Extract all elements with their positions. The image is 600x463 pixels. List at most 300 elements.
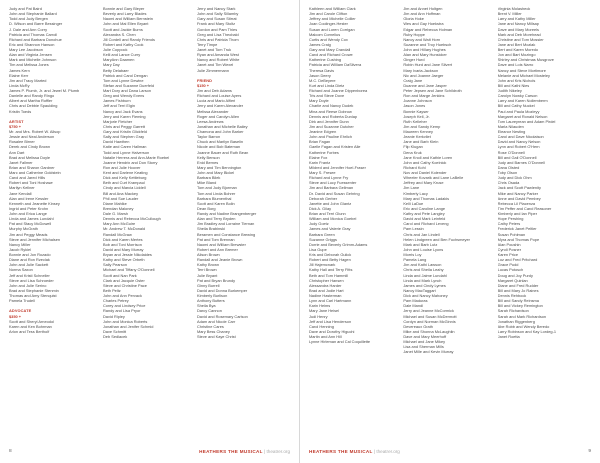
donor-name: Alan and Irene Kessler bbox=[9, 195, 49, 201]
donor-name: Bonnie Kayser bbox=[403, 108, 429, 114]
donor-name: Ryan and Amanda West bbox=[197, 52, 239, 58]
donor-name: Tim Peffer and Carol Reasoner bbox=[497, 205, 552, 211]
donor-name: David Ripley bbox=[103, 313, 125, 319]
donor-name: Kelly Benson bbox=[197, 154, 220, 160]
donor-name: Tom Laureyrean and Adam Pirdel bbox=[497, 118, 556, 124]
donor-name: Grace Pudd bbox=[497, 262, 519, 268]
donor-name: Julie Coppock bbox=[103, 47, 128, 52]
donor-name: Ann Dart bbox=[9, 149, 25, 155]
donor-name: Danielle and Randy Ringo bbox=[9, 93, 55, 99]
donor-name: Duanne and Jane Jasper bbox=[403, 82, 447, 88]
donor-name: Naomi and William Brewster bbox=[197, 241, 246, 247]
donor-name: Greg and Lisa Theobald bbox=[197, 31, 239, 37]
donor-name: Pat and Bryan Brundy bbox=[197, 277, 236, 283]
donor-name: David and Donna Burkemper bbox=[197, 287, 248, 293]
donor-name: John and Stephanie Ballard bbox=[9, 11, 57, 17]
donor-name: Jeff and Lisa Henderson bbox=[309, 318, 352, 324]
donor-name: Dana Olsted bbox=[497, 164, 520, 170]
donor-name: Mary Lee Jacobson bbox=[9, 47, 43, 52]
donor-name: David and Mark Leinfeld bbox=[403, 216, 446, 222]
donor-name: Todd and Lynne Halverson bbox=[103, 149, 150, 155]
donor-name: Jim and Deb Adams bbox=[197, 88, 232, 93]
donor-name: Janet and Tim Wexel bbox=[197, 62, 234, 68]
donor-name: Bonnie and Gary Bleyer bbox=[103, 6, 145, 11]
donor-name: MaryAnn Daamen bbox=[103, 57, 135, 63]
donor-name: Pam Maduras bbox=[403, 298, 428, 304]
donor-name: Mary Doyle bbox=[309, 98, 329, 104]
donor-name: Karen and Ken Bohrman bbox=[9, 323, 52, 329]
donor-name: Tom and Lynne Dewine bbox=[103, 77, 144, 83]
donor-name: Pat and Stacy McDowell bbox=[9, 221, 52, 227]
donor-name: Mina and Reese Dobrow bbox=[309, 108, 352, 114]
donor-name: Janet Fallmer bbox=[9, 159, 33, 165]
donor-name: Stefan and Suzanne Duerfeld bbox=[103, 82, 155, 88]
donor-name: Katie and Caren Hallman bbox=[103, 144, 147, 150]
donor-name: Richard and Louise Ayers bbox=[197, 93, 242, 99]
donor-name: Derek and Cindy Brown bbox=[9, 144, 51, 150]
donor-name: Joanne Hendrix and Don Storry bbox=[103, 159, 158, 165]
donor-name: Sally and Stephen Gray bbox=[103, 134, 145, 140]
donor-name: John and Kris Nichols bbox=[497, 77, 536, 83]
donor-name: William and Monica Goebel bbox=[309, 216, 357, 222]
donor-name: Charles Petrey bbox=[103, 298, 129, 304]
donor-name: Dave and Lois Narro bbox=[497, 62, 534, 68]
donor-name: Bill and Cathy Nuckel bbox=[497, 103, 535, 109]
donor-name: Bill and Vickey Remington bbox=[497, 303, 543, 309]
donor-name: Randall and Jeanie Brown bbox=[197, 257, 243, 263]
donor-name: John and Mai Ellen Bryant bbox=[103, 21, 149, 27]
donor-name: Ginny Burrell bbox=[197, 282, 220, 288]
donor-name: Michael and Tiffany O'Donnell bbox=[103, 267, 155, 273]
donor-name: Judi Henry bbox=[309, 313, 328, 319]
donor-name: Jerry and Jeanne McCormick bbox=[403, 308, 454, 314]
footer-brand bbox=[309, 448, 400, 456]
donor-name: Chris and Jan Lindell bbox=[403, 231, 440, 237]
donor-name: Carol and Dave Nicolaison bbox=[497, 134, 544, 140]
donor-name: Randy and Lisa Pryor bbox=[103, 308, 141, 314]
tier-amount: $750 + bbox=[9, 123, 22, 129]
donor-name: Janet Mille and Kevin Murray bbox=[403, 349, 454, 355]
donor-name: Rosalee Birner bbox=[9, 139, 35, 145]
donor-name: Marjorie Fletcher bbox=[103, 118, 133, 124]
donor-name: Mart Dory and Dana Larson bbox=[103, 88, 152, 93]
donor-name: Carol and Richard Crowe bbox=[309, 52, 353, 58]
donor-name: Eric and Shannon Hanson bbox=[9, 41, 55, 47]
donor-name: James and Valerie Gray bbox=[309, 226, 351, 232]
donor-name: Melanie and Michael Mosteley bbox=[497, 72, 550, 78]
donor-name: Judy and Dick Ohm bbox=[497, 175, 532, 181]
donor-name: Kimberly Burlison bbox=[197, 293, 228, 298]
donor-name: Mike and Nancy Parker bbox=[497, 190, 539, 196]
donor-name: Eric and Caroline Lange bbox=[403, 205, 446, 211]
donor-columns bbox=[9, 6, 291, 442]
donor-name: Barbara Green bbox=[309, 231, 335, 237]
donor-name: Natalie Herrera and Ann-Marie Roebel bbox=[103, 154, 170, 160]
donor-name: Paul and Paula Mozleyy bbox=[497, 108, 540, 114]
page-number: 9 bbox=[588, 449, 591, 454]
donor-name: Gaelle Fagan and Kristen Alle bbox=[309, 144, 361, 150]
donor-name: Tom and Linda Bohrer bbox=[197, 190, 236, 196]
donor-name: Karin Helms bbox=[309, 303, 331, 309]
donor-name: Ron and Julie Hoover bbox=[103, 164, 141, 170]
donor-name: Mary and Thomas Ladakis bbox=[403, 195, 450, 201]
donor-name: Chris and Sheila Leahy bbox=[403, 267, 444, 273]
donor-name: Craig Jane bbox=[403, 77, 423, 83]
donor-name: Betty Delabaer bbox=[103, 67, 129, 73]
donor-name: Sheila Brabinski bbox=[197, 226, 225, 232]
donor-name: Jim Bradley and Lorraine Tiernan bbox=[197, 221, 255, 227]
donor-column bbox=[197, 6, 291, 442]
donor-name: Karin Frantz bbox=[309, 159, 331, 165]
donor-name: Jonathan and Michelle Bailey bbox=[197, 123, 248, 129]
donor-name: Terry Timpe bbox=[197, 41, 218, 47]
donor-name: Taylor Barron bbox=[197, 134, 221, 140]
donor-name: Judy and Pat Baird bbox=[9, 6, 42, 11]
donor-name: Helen Lindgreen and Ben Fuchsmeyer bbox=[403, 236, 470, 242]
donor-name: Nadine Hasterman bbox=[309, 293, 342, 298]
donor-name: Mary Ivaria-Jackson bbox=[403, 67, 439, 73]
donor-name: Scott and Jackie Burns bbox=[103, 26, 143, 32]
donor-name: Carol and Jared Hills bbox=[9, 175, 46, 181]
donor-name: Julie Bryant bbox=[197, 272, 218, 278]
donor-name: Naomi and William Bernstein bbox=[103, 16, 153, 22]
donor-name: J. Dale and Ann Corry bbox=[9, 26, 48, 32]
donor-name: Jacob Rykiel bbox=[9, 246, 32, 252]
donor-name: Carol Henning bbox=[309, 323, 334, 329]
donor-name: Alan Poushin bbox=[497, 241, 521, 247]
donor-name: Jim and Barbara Gellman bbox=[309, 185, 354, 191]
donor-name: Janet Roetta bbox=[497, 334, 520, 339]
donor-name: John and Pauline Ehrlich bbox=[309, 134, 353, 140]
donor-name: Shirley and Christmas Musgrove bbox=[497, 57, 554, 63]
donor-column bbox=[9, 6, 103, 442]
footer-brand bbox=[199, 448, 290, 456]
donor-name: Frank and Mary Stoltz bbox=[197, 21, 236, 27]
donor-column bbox=[103, 6, 197, 442]
donor-name: Pat and Tom Brennan bbox=[197, 236, 235, 242]
right-page bbox=[300, 0, 600, 463]
donor-name: Patricia and William DaSilvera bbox=[309, 62, 362, 68]
donor-name: Alessandra Harder bbox=[309, 282, 342, 288]
tier-heading: ARTIST bbox=[9, 118, 24, 124]
donor-name: Bonnie and Jon Rozado bbox=[9, 252, 51, 257]
donor-name: Nancy MacTaggart bbox=[403, 287, 436, 293]
donor-name: Marc and Catherine Goldstein bbox=[9, 170, 61, 175]
donor-name: Jeff and Terri Elgin bbox=[103, 103, 136, 109]
donor-name: Dena Kruk bbox=[403, 149, 422, 155]
donor-name: Jerry and Karen Alexander bbox=[197, 103, 244, 109]
donor-name: Suzanne Griggs bbox=[309, 236, 337, 242]
donor-name: Jill Cordell and Randy Friends bbox=[103, 36, 155, 42]
donor-name: Jim and Suzanne Dutcher bbox=[309, 123, 354, 129]
donor-name: Jim and Peggy Meads bbox=[9, 231, 48, 237]
donor-name: Jack and Scott Pawlenity bbox=[497, 185, 541, 191]
donor-name: Melissa Alexander bbox=[197, 108, 229, 114]
donor-name: Anthony Butters bbox=[197, 298, 225, 304]
donor-name: Kathy and Pete Langley bbox=[403, 211, 445, 216]
donor-name: Joanne Johnson bbox=[403, 98, 432, 104]
donor-name: Brian and Terri Glunn bbox=[309, 211, 346, 216]
donor-name: Alan and Terry Bryden bbox=[197, 216, 236, 222]
donor-name: Sally Pearson bbox=[103, 262, 128, 268]
donor-name: Toby Olson bbox=[497, 170, 518, 175]
donor-name: Dirk and Jennifer Dunn bbox=[309, 118, 349, 124]
donor-name: Rose O'Donnell bbox=[497, 149, 525, 155]
donor-name: Deb Sedlacek bbox=[103, 334, 128, 339]
donor-name: James Kern bbox=[9, 67, 30, 73]
donor-name: Arlon and Tess Bertholf bbox=[9, 328, 50, 334]
donor-name: Alexandra S. Chen bbox=[103, 31, 136, 37]
donor-name: Brian and Sharon Gardner bbox=[9, 164, 55, 170]
donor-name: Sarah Richardson bbox=[497, 308, 529, 314]
donor-name: Nic and Joanne Jaeger bbox=[403, 72, 444, 78]
donor-name: Rebecca Lil Piacenza bbox=[497, 200, 536, 206]
donor-name: Katherine Cushing bbox=[309, 57, 342, 63]
donor-column bbox=[403, 6, 497, 442]
donor-name: Mildred and Jennifer Hoel-Fraser bbox=[309, 164, 366, 170]
donor-name: David and Nancy Nelson bbox=[497, 139, 541, 145]
donor-name: James P. Plumb, Jr. and Jewel M. Plumb bbox=[9, 88, 80, 93]
donor-name: Clark and Jacquie Oster bbox=[103, 277, 145, 283]
donor-name: Kurt and Linda Dietz bbox=[309, 82, 345, 88]
donor-name: Charlie and Nancy Dudek bbox=[309, 103, 354, 109]
donor-name: Linda and James Lundahl bbox=[9, 216, 54, 222]
donor-name: Katherine Forbes bbox=[309, 149, 339, 155]
tier-heading: ADVOCATE bbox=[9, 308, 32, 314]
donor-name: John and Monica Roberts bbox=[103, 318, 148, 324]
donor-name: Jeanie Kerkvliet bbox=[403, 134, 431, 140]
footer-title: HEATHERS THE MUSICAL bbox=[309, 449, 373, 454]
donor-name: Steve and Jennifer Michalsen bbox=[9, 236, 61, 242]
donor-name: David Hawthen bbox=[103, 139, 130, 145]
donor-name: Alison Brown bbox=[197, 252, 220, 257]
donor-name: Ingrid and Peter Krohn bbox=[9, 205, 49, 211]
donor-name: Devereaux Grath bbox=[403, 323, 433, 329]
donor-name: Beth Peltz bbox=[103, 287, 121, 293]
donor-name: Brad and Jodie Hart bbox=[309, 287, 344, 293]
footer-url: | theatrer.org bbox=[264, 449, 290, 454]
donor-name: Scott and Karen Bolin bbox=[197, 200, 235, 206]
donor-name: Mary Jane Heisel bbox=[309, 308, 340, 314]
donor-name: Karen Price bbox=[497, 252, 518, 257]
donor-name: Kathy and Steve Orbeth bbox=[103, 257, 145, 263]
donor-name: Dave and Mary Moreels bbox=[497, 26, 539, 32]
donor-name: Jim and Kathi Lawson bbox=[403, 262, 442, 268]
donor-name: Dean Borg bbox=[197, 205, 216, 211]
donor-name: Dick A. Gilay bbox=[309, 205, 332, 211]
donor-name: Mike and Shonna McLaughlin bbox=[403, 328, 455, 334]
donor-name: Martin and Ann Hill bbox=[309, 334, 342, 339]
donor-name: Wheeler Kovarik and Lane LaBelle bbox=[403, 175, 464, 181]
donor-name: Christopher Hansen bbox=[309, 277, 344, 283]
donor-name: Chris and Patricia Thom bbox=[197, 36, 239, 42]
donor-name: Corey and Lindsey Price bbox=[103, 303, 146, 309]
donor-name: Carol and Richard Leveng bbox=[403, 221, 449, 227]
donor-name: Brad and Stephanie Stenmin bbox=[9, 287, 59, 293]
donor-name: Beth and Curt Krampaul bbox=[103, 180, 145, 186]
donor-name: Edgar and Rebecca Holman bbox=[403, 26, 453, 32]
donor-name: Barbara Bilek bbox=[197, 175, 221, 181]
donor-name: Loz and Fred Pritchard bbox=[497, 257, 538, 263]
donor-name: Marla Nilauden bbox=[497, 123, 524, 129]
donor-name: Lynn and Robert O'Hern bbox=[497, 144, 540, 150]
donor-name: Jeffrey and Mary Kruse bbox=[403, 180, 444, 186]
donor-name: Brian Fagan bbox=[309, 139, 331, 145]
donor-name: Robert and Toni Hoshawr bbox=[9, 180, 53, 186]
donor-name: Jane and Nancy Millsap bbox=[497, 21, 539, 27]
donor-name: Margaret Quinlan bbox=[497, 277, 528, 283]
donor-name: Lynn and Carl Hartmann bbox=[309, 298, 352, 304]
donor-name: Pamela Lang bbox=[403, 257, 427, 263]
donor-name: Jim and Sandy Kemp bbox=[403, 123, 441, 129]
donor-name: Lisa Gupe bbox=[309, 246, 327, 252]
donor-name: Gary and Susan Stirrat bbox=[197, 16, 237, 22]
donor-name: Terri Brown bbox=[197, 267, 217, 273]
donor-name: Dave and Mary Meerhoff bbox=[403, 334, 447, 339]
donor-name: Dick and Nancy Mahoney bbox=[403, 293, 448, 298]
donor-name: Beramen and Constance Brewing bbox=[197, 231, 256, 237]
donor-name: Bill and Kathi Nies bbox=[497, 82, 530, 88]
donor-name: Norma Saxon bbox=[9, 267, 33, 273]
donor-name: Jerry and Nancy Stark bbox=[197, 6, 236, 11]
donor-name: Dennis Rehbock bbox=[497, 293, 527, 298]
donor-name: Margaret and Ronald Nelson bbox=[497, 113, 548, 119]
donor-name: Dennis and Rebecca McCullough bbox=[103, 216, 161, 222]
donor-name: Jason Deery bbox=[309, 72, 331, 78]
donor-name: Nov and Daniel Kolender bbox=[403, 170, 447, 175]
donor-name: Jonathan Riggenberg bbox=[497, 318, 535, 324]
donor-name: Cordyn and Norman McGinnis bbox=[403, 318, 456, 324]
donor-name: Elaine Fox bbox=[309, 154, 328, 160]
donor-name: Steve and Kaye Christ bbox=[197, 334, 236, 339]
donor-name: Nicole and Bob Bateman bbox=[197, 144, 241, 150]
donor-name: Gary and Mary Crandall bbox=[309, 47, 351, 52]
donor-name: Bill and Ana Mackey bbox=[103, 190, 139, 196]
donor-name: Gloria Hoke bbox=[403, 16, 424, 22]
donor-name: Flip Klugan bbox=[403, 144, 423, 150]
donor-name: Larry Robinson and Kay Lordeg-1 bbox=[497, 328, 557, 334]
donor-name: Morris Loy bbox=[403, 252, 422, 257]
donor-name: Mark and Barb Lutz bbox=[403, 241, 438, 247]
donor-name: Kimberly and Ian Piper bbox=[497, 211, 538, 216]
donor-name: Christine Cares bbox=[197, 323, 224, 329]
donor-name: David and Mary Murray bbox=[103, 246, 144, 252]
donor-name: Nancy and Robert White bbox=[197, 57, 240, 63]
donor-name: Maureen Kenney bbox=[403, 129, 433, 134]
donor-name: Joanne Bauer and Ruth Bean bbox=[197, 149, 249, 155]
donor-name: David and Rosemary Carlson bbox=[197, 313, 248, 319]
donor-name: Scott and Sheryl Arneodol bbox=[9, 318, 54, 324]
donor-name: Doug and Joy Purdy bbox=[497, 272, 533, 278]
donor-name: Todd and Judy Bergen bbox=[9, 16, 48, 22]
donor-name: Phil and Sue Lauder bbox=[103, 195, 139, 201]
donor-name: Richard and Joanne Dippenborea bbox=[309, 88, 368, 93]
donor-name: Mary and Tim Bennington bbox=[197, 164, 242, 170]
donor-name: Elaine Kerr bbox=[9, 72, 29, 78]
donor-name: Bill and Sandy Reinsma bbox=[497, 298, 539, 304]
donor-name: Mary Day bbox=[103, 62, 120, 68]
donor-name: James and Cindy Lymes bbox=[403, 282, 446, 288]
donor-name: Mr. and Mrs. Robert W. Allsop bbox=[9, 129, 61, 134]
donor-name: Myra and Thomas Pope bbox=[497, 236, 540, 242]
donor-name: John and Erica Lange bbox=[9, 211, 47, 216]
donor-name: Virginia Molasheck bbox=[497, 6, 531, 11]
donor-name: Roger and Carolyn Allen bbox=[197, 113, 240, 119]
donor-name: Bill and Mary Jo Raines bbox=[497, 287, 539, 293]
donor-name: Kelli LaDue bbox=[403, 200, 424, 206]
donor-name: Dick and Karen Mertes bbox=[103, 236, 143, 242]
donor-name: Hope Pershing bbox=[497, 216, 524, 222]
donor-name: Scott and Nan Park bbox=[103, 272, 137, 278]
tier-heading: FRIEND bbox=[197, 77, 213, 83]
donor-name: Mary Bess Chaney bbox=[197, 328, 230, 334]
donor-name: Judith Nikeley bbox=[497, 88, 522, 93]
donor-name: Jerry and Karen Fleming bbox=[103, 113, 146, 119]
donor-name: Lucas Potosch bbox=[497, 267, 524, 273]
donor-name: Chris and Debbie Spaulding bbox=[9, 103, 58, 109]
donor-name: Gary and Kristin Glickfeld bbox=[103, 129, 147, 134]
donor-name: Anne and David Pembey bbox=[497, 195, 541, 201]
donor-name: Brendan Maloney bbox=[103, 205, 134, 211]
donor-name: Sheila Bya bbox=[197, 303, 216, 309]
donor-name: Bob and Toni Morrison bbox=[103, 241, 142, 247]
donor-name: Diane and Ron Rzeclak bbox=[9, 257, 50, 263]
tier-amount: $150 + bbox=[197, 82, 210, 88]
donor-name: Ruth Kelleher bbox=[403, 118, 427, 124]
donor-name: Ruby Hoppe bbox=[403, 31, 425, 37]
footer-url: | theatrer.org bbox=[373, 449, 400, 454]
donor-name: Mary Ann McGuire bbox=[103, 221, 136, 227]
donor-name: Curtis and Wendy Cox bbox=[309, 36, 348, 42]
donor-name: Susan Pohlman bbox=[497, 231, 526, 237]
donor-name: Kathleen and William Clark bbox=[309, 6, 356, 11]
donor-name: Susan and Loren Corrigan bbox=[309, 26, 355, 32]
donor-name: Tris and Steve Dove bbox=[309, 93, 345, 99]
donor-name: Dale Mandl bbox=[403, 303, 424, 309]
donor-name: Eleanor Nesting bbox=[497, 129, 526, 134]
donor-name: Jeanine Edgren bbox=[309, 129, 337, 134]
donor-name: James Craig bbox=[309, 41, 331, 47]
donor-name: Patrick and Carol Dengan bbox=[103, 72, 148, 78]
donor-columns bbox=[309, 6, 592, 442]
tier-amount: $350 + bbox=[9, 313, 22, 319]
donor-name: Nancy and Steve Mortimore bbox=[497, 67, 546, 73]
donor-name: Larry and Kathy Miller bbox=[497, 16, 536, 22]
donor-name: Christine and Tom Mossier bbox=[497, 36, 544, 42]
donor-name: Jill Hajemcnark bbox=[309, 262, 336, 268]
donor-name: Randy and Nadine Brangenberger bbox=[197, 211, 257, 216]
donor-name: John and Mary Bickel bbox=[197, 170, 235, 175]
donor-name: Leesa Andrews bbox=[197, 118, 224, 124]
donor-name: Diane Mahlke bbox=[103, 200, 127, 206]
donor-name: Jonathan and Jenifer Schmid bbox=[103, 323, 154, 329]
donor-name: Jeff and Kristi Schneller bbox=[9, 272, 50, 278]
donor-name: Kris and Deborah Gulick bbox=[309, 252, 352, 257]
donor-name: Suzanne and Troy Huebsch bbox=[403, 41, 452, 47]
donor-name: Brent V. Miller bbox=[497, 11, 522, 17]
donor-name: Sarah and Mark Richardson bbox=[497, 313, 547, 319]
donor-name: Mark and Deb Morehead bbox=[497, 31, 541, 37]
donor-name: Cathy Peters bbox=[497, 221, 521, 227]
donor-name: Mike Bland bbox=[197, 180, 217, 186]
donor-name: John and Sally Sillamby bbox=[197, 11, 239, 17]
donor-name: Dennis and Roberta Dunlap bbox=[309, 113, 358, 119]
donor-name: Janet and Tom Truk bbox=[197, 47, 232, 52]
donor-name: Pam Lessin bbox=[403, 226, 424, 232]
donor-name: Patricia and Thomas Carroll bbox=[9, 31, 58, 37]
donor-name: Chris and Peggy Garrett bbox=[103, 123, 145, 129]
donor-name: Nancy Miller bbox=[9, 241, 31, 247]
